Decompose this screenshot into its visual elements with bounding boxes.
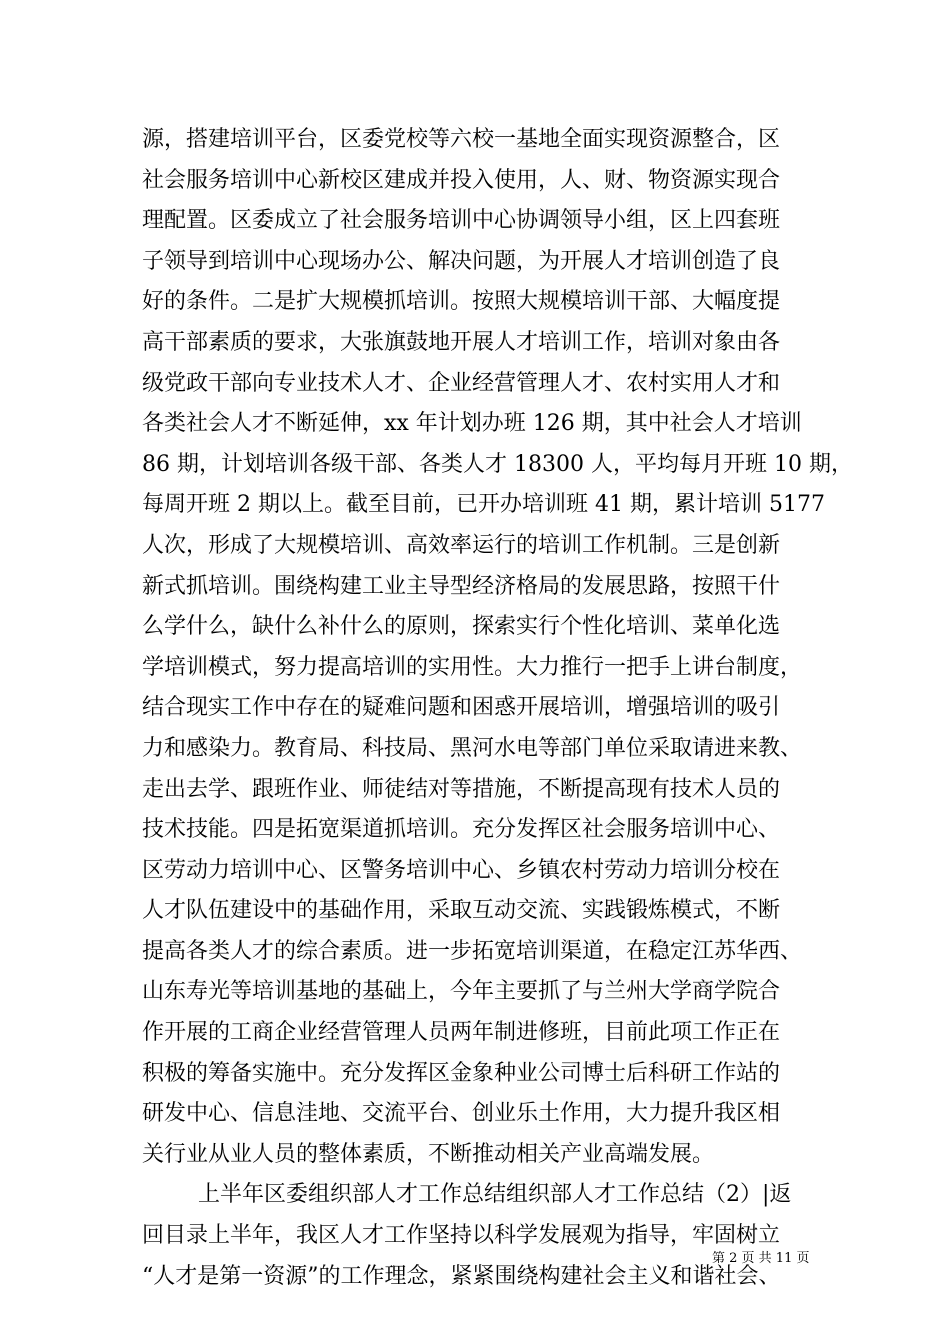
text-line: 结合现实工作中存在的疑难问题和困惑开展培训，增强培训的吸引 — [142, 695, 781, 721]
text-line: 回目录上半年，我区人才工作坚持以科学发展观为指导，牢固树立 — [142, 1223, 781, 1249]
body-text — [142, 120, 853, 1297]
text-line: 高干部素质的要求，大张旗鼓地开展人才培训工作，培训对象由各 — [142, 329, 781, 355]
text-line: 级党政干部向专业技术人才、企业经营管理人才、农村实用人才和 — [142, 370, 781, 396]
text-line: 新式抓培训。围绕构建工业主导型经济格局的发展思路，按照干什 — [142, 573, 781, 599]
text-line: 人次，形成了大规模培训、高效率运行的培训工作机制。三是创新 — [142, 532, 781, 558]
text-line: 人才队伍建设中的基础作用，采取互动交流、实践锻炼模式，不断 — [142, 898, 781, 924]
text-line: 86 期，计划培训各级干部、各类人才 18300 人，平均每月开班 10 期， — [142, 451, 853, 477]
text-line: 学培训模式，努力提高培训的实用性。大力推行一把手上讲台制度， — [142, 654, 803, 680]
text-line: 社会服务培训中心新校区建成并投入使用，人、财、物资源实现合 — [142, 167, 781, 193]
text-line: 好的条件。二是扩大规模抓培训。按照大规模培训干部、大幅度提 — [142, 289, 781, 315]
text-line: 研发中心、信息洼地、交流平台、创业乐土作用，大力提升我区相 — [142, 1101, 781, 1127]
text-line: 源，搭建培训平台，区委党校等六校一基地全面实现资源整合，区 — [142, 127, 781, 152]
text-line: 积极的筹备实施中。充分发挥区金象种业公司博士后科研工作站的 — [142, 1060, 781, 1086]
text-line: 子领导到培训中心现场办公、解决问题，为开展人才培训创造了良 — [142, 248, 781, 274]
text-line: 关行业从业人员的整体素质，不断推动相关产业高端发展。 — [142, 1141, 715, 1167]
text-line: 山东寿光等培训基地的基础上，今年主要抓了与兰州大学商学院合 — [142, 979, 781, 1005]
text-line: 提高各类人才的综合素质。进一步拓宽培训渠道，在稳定江苏华西、 — [142, 938, 803, 964]
text-line: 每周开班 2 期以上。截至目前，已开办培训班 41 期，累计培训 5177 — [142, 492, 825, 518]
text-line: 理配置。区委成立了社会服务培训中心协调领导小组，区上四套班 — [142, 208, 781, 234]
text-line: 力和感染力。教育局、科技局、黑河水电等部门单位采取请进来教、 — [142, 735, 803, 761]
text-line: 各类社会人才不断延伸，xx 年计划办班 126 期，其中社会人才培训 — [142, 411, 802, 437]
text-line: 走出去学、跟班作业、师徒结对等措施，不断提高现有技术人员的 — [142, 776, 781, 802]
section-heading-line: 上半年区委组织部人才工作总结组织部人才工作总结（2）|返 — [198, 1182, 792, 1208]
text-line: 技术技能。四是拓宽渠道抓培训。充分发挥区社会服务培训中心、 — [142, 817, 781, 843]
text-line: “人才是第一资源”的工作理念，紧紧围绕构建社会主义和谐社会、 — [142, 1263, 781, 1289]
page-number: 第 2 页 共 11 页 — [712, 1251, 810, 1266]
text-line: 区劳动力培训中心、区警务培训中心、乡镇农村劳动力培训分校在 — [142, 857, 781, 883]
text-line: 么学什么，缺什么补什么的原则，探索实行个性化培训、菜单化选 — [142, 614, 781, 640]
text-line: 作开展的工商企业经营管理人员两年制进修班，目前此项工作正在 — [142, 1020, 781, 1046]
